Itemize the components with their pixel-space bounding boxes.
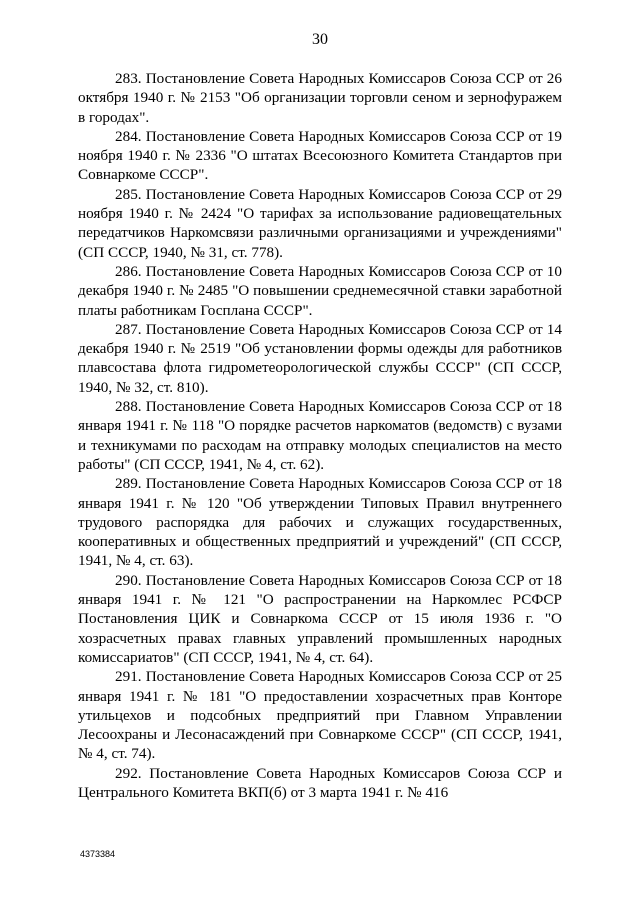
list-item: 286. Постановление Совета Народных Комиссаров Союза ССР от 10 декабря 1940 г. № 2485 "О повышении среднемесячной ставки заработной платы работникам Госплана СССР". [78,262,562,319]
list-item: 292. Постановление Совета Народных Комиссаров Союза ССР и Центрального Комитета ВКП(б) от 3 марта 1941 г. № 416 [78,764,562,801]
page-number: 30 [312,31,328,48]
list-item: 284. Постановление Совета Народных Комиссаров Союза ССР от 19 ноября 1940 г. № 2336 "О штатах Всесоюзного Комитета Стандартов при Совнаркоме СССР". [78,127,562,184]
list-item: 283. Постановление Совета Народных Комиссаров Союза ССР от 26 октября 1940 г. № 2153 "Об организации торговли сеном и зернофуражем в городах". [78,70,562,126]
list-item: 285. Постановление Совета Народных Комиссаров Союза ССР от 29 ноября 1940 г. № 2424 "О тарифах за использование радиовещательных передатчиков Наркомсвязи различными организациями и учреждениями" (СП СССР, 1940, № 31, ст. 778). [78,185,562,261]
document-body [78,69,562,802]
list-item: 287. Постановление Совета Народных Комиссаров Союза ССР от 14 декабря 1940 г. № 2519 "Об установлении формы одежды для работников плавсостава флота гидрометеорологической службы СССР" (СП СССР, 1940, № 32, ст. 810). [78,320,562,396]
list-item: 291. Постановление Совета Народных Комиссаров Союза ССР от 25 января 1941 г. № 181 "О предоставлении хозрасчетных прав Конторе утильцехов и подсобных предприятий при Главном Управлении Лесоохраны и Лесонасаждений при Совнаркоме СССР" (СП СССР, 1941, № 4, ст. 74). [78,668,562,763]
document-id: 4373384 [80,849,116,859]
list-item: 289. Постановление Совета Народных Комиссаров Союза ССР от 18 января 1941 г. № 120 "Об утверждении Типовых Правил внутреннего трудового распорядка для рабочих и служащих государственных, кооперативных и общественных предприятий и учреждений" (СП СССР, 1941, № 4, ст. 63). [78,475,562,570]
list-item: 290. Постановление Совета Народных Комиссаров Союза ССР от 18 января 1941 г. № 121 "О распространении на Наркомлес РСФСР Постановления ЦИК и Совнаркома СССР от 15 июля 1936 г. "О хозрасчетных правах главных управлений промышленных народных комиссариатов" (СП СССР, 1941, № 4, ст. 64). [78,571,562,666]
list-item: 288. Постановление Совета Народных Комиссаров Союза ССР от 18 января 1941 г. № 118 "О порядке расчетов наркоматов (ведомств) с вузами и техникумами по расходам на отправку молодых специалистов на место работы" (СП СССР, 1941, № 4, ст. 62). [78,398,562,473]
